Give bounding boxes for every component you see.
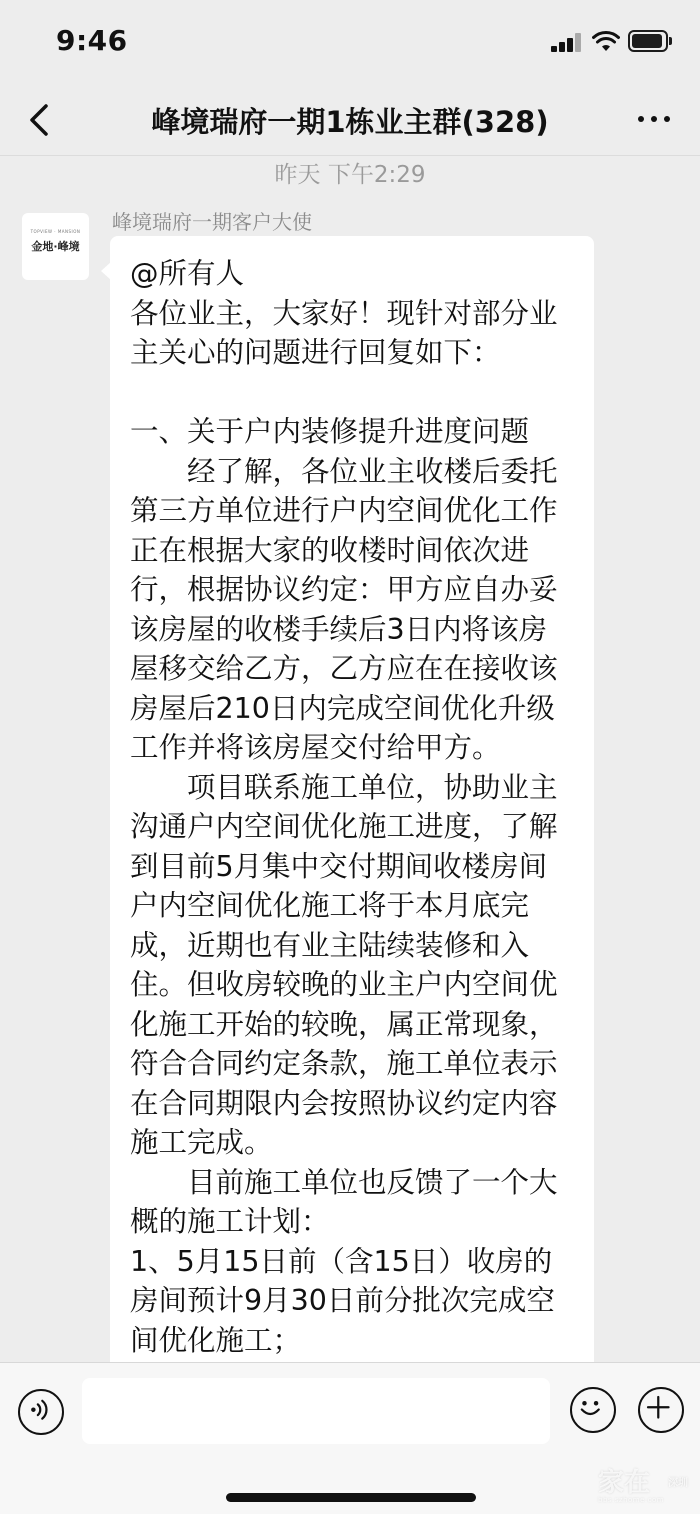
sender-name: 峰境瑞府一期客户大使 <box>112 210 312 234</box>
more-dots-icon[interactable] <box>634 104 674 134</box>
message-input[interactable] <box>82 1378 550 1444</box>
message-text-line: 房间预计9月30日前分批次完成空 <box>130 1284 555 1317</box>
message-text-line: 一、关于户内装修提升进度问题 <box>130 415 530 448</box>
message-text-line: @所有人 <box>130 257 245 290</box>
message-text-line: 主关心的问题进行回复如下： <box>130 336 501 369</box>
message-text-line: 各位业主，大家好！现针对部分业 <box>130 296 558 330</box>
plus-icon[interactable] <box>638 1387 684 1433</box>
chat-header <box>0 84 700 156</box>
message-text-line: 第三方单位进行户内空间优化工作 <box>130 494 558 527</box>
message-text-line: 概的施工计划： <box>130 1205 330 1238</box>
message-text-line: 行，根据协议约定：甲方应自办妥 <box>130 573 558 606</box>
message-text-line: 房屋后210日内完成空间优化升级 <box>130 691 555 725</box>
message-text-line: 化施工开始的较晚，属正常现象， <box>130 1007 558 1041</box>
message-bubble[interactable] <box>110 236 594 1436</box>
message-text-line: 住。但收房较晚的业主户内空间优 <box>130 968 558 1001</box>
message-text-line: 成，近期也有业主陆续装修和入 <box>130 928 530 962</box>
message-text-line: 正在根据大家的收楼时间依次进 <box>130 533 530 567</box>
chat-input-bar <box>0 1362 700 1514</box>
wifi-icon <box>592 30 620 52</box>
signal-bars-icon <box>551 32 583 52</box>
watermark-main: 家在 <box>598 1468 651 1498</box>
home-indicator[interactable] <box>226 1493 476 1502</box>
avatar-brand-small: TOPVIEW · MANSION <box>30 229 81 234</box>
message-text-line: 到目前5月集中交付期间收楼房间 <box>130 849 548 883</box>
message-text-line: 沟通户内空间优化施工进度，了解 <box>130 810 558 843</box>
battery-icon <box>628 30 668 52</box>
message-text-line: 屋移交给乙方，乙方应在在接收该 <box>130 652 558 685</box>
site-watermark <box>598 1462 694 1502</box>
message-timestamp: 昨天 下午2:29 <box>274 162 426 188</box>
emoji-icon[interactable] <box>570 1387 616 1433</box>
voice-icon[interactable] <box>18 1389 64 1435</box>
message-text-line: 户内空间优化施工将于本月底完 <box>130 889 530 922</box>
message-text-line: 间优化施工； <box>130 1323 302 1357</box>
message-text-line <box>130 373 582 413</box>
message-text-line: 符合合同约定条款，施工单位表示 <box>130 1047 558 1080</box>
message-text-line: 在合同期限内会按照协议约定内容 <box>130 1086 558 1120</box>
avatar-brand-logo: 金地·峰境 <box>31 240 80 253</box>
message-text-line: 项目联系施工单位，协助业主 <box>130 770 558 804</box>
sender-avatar[interactable] <box>22 213 89 280</box>
message-text-line: 施工完成。 <box>130 1126 273 1159</box>
status-bar <box>0 0 700 84</box>
status-time: 9:46 <box>56 24 128 57</box>
watermark-small: 深圳 <box>668 1478 688 1489</box>
message-text-line: 工作并将该房屋交付给甲方。 <box>130 731 501 764</box>
message-text-line: 该房屋的收楼手续后3日内将该房 <box>130 612 548 646</box>
message-text-line: 经了解，各位业主收楼后委托 <box>130 454 558 488</box>
watermark-url: bbs.szhome.com <box>598 1496 665 1504</box>
chat-title[interactable]: 峰境瑞府一期1栋业主群(328) <box>151 105 549 139</box>
message-text-line: 1、5月15日前（含15日）收房的 <box>130 1244 553 1278</box>
message-text-line: 目前施工单位也反馈了一个大 <box>130 1165 558 1199</box>
